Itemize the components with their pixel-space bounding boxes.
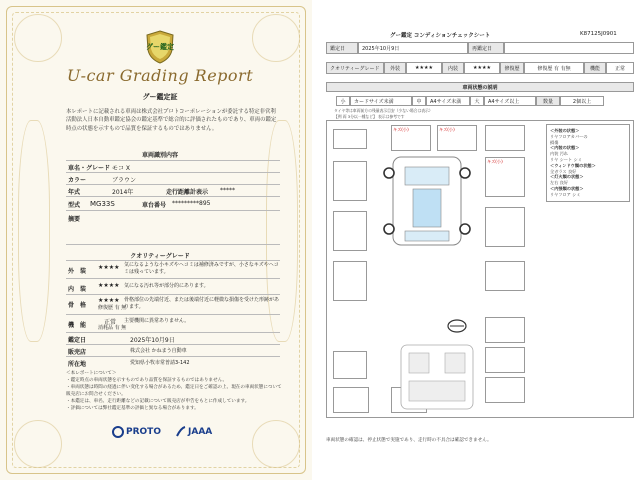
size-small-desc: カードサイズ未満 [350,96,412,106]
sheet-int-stars: ★★★★ [464,62,500,74]
year-label: 年式 [68,189,81,196]
notes [66,370,286,412]
sheet-title: グー鑑定 コンディションチェックシート [390,33,491,39]
exterior-text: 気になるような小キズやヘコミは補修済みですが、小さなキズやヘコミは残っています。 [124,262,279,275]
certificate-panel [0,0,312,480]
divider [66,314,280,315]
exterior-label: 外 装 [68,268,87,275]
interior-label: 内 装 [68,286,87,293]
car-interior-view [397,343,477,413]
note-3: ・本鑑定は、車名、走行距離などの記載について販売店が申告をもとに作成しています。 [66,399,250,404]
color-value: ブラウン [112,177,137,184]
divider [66,260,280,261]
intro-paragraph: 本レポートに記載される車両は株式会社プロトコーポレーションが委託する特定非営利活動法人日本自動車鑑定協会の鑑定基準で総合的に評価されたものであり、車両の鑑定時点の状態を示すもので品質を保証するものではありません。 [66,109,277,132]
size-large-desc: A4サイズ以上 [484,96,536,106]
legend-line: ＜内装の状態＞ [550,145,580,151]
divider [66,294,280,295]
name-label: 車名・グレード [68,165,111,172]
sheet-func-value: 正常 [606,62,634,74]
sheet-regrade-value [504,42,634,54]
damage-label: キズ(小) [439,127,455,132]
count-value: 2個以上 [560,96,604,106]
vin-value: *********895 [172,200,211,207]
diagram-cell [333,261,367,301]
diagram-cell [333,161,367,201]
name-value: モコ X [112,165,131,172]
remarks-label: 摘要 [68,216,81,223]
notes-heading: ＜本レポートについて＞ [66,371,117,376]
flourish-bottom-left [14,420,62,468]
date-label: 鑑定日 [68,337,87,344]
interior-text: 気になる汚れ等が部分的にあります。 [124,283,209,289]
flourish-bottom-right [252,420,300,468]
legend-line: ＜灯火類の状態＞ [550,174,584,180]
exterior-stars: ★★★★ [98,264,120,271]
sheet-quality-label: クオリティーグレード [326,62,384,74]
size-small: 小 [336,96,350,106]
diagram-cell [485,207,525,247]
diagram-cell [485,317,525,343]
proto-logo-text: PROTO [126,427,161,437]
sheet-frame-label: 修復歴 [500,62,524,74]
condition-legend [546,124,630,202]
legend-line: リヤ シート シミ [550,156,582,162]
flourish-left-side [18,120,50,342]
goo-shield-icon [146,30,174,64]
sheet-footer-note: 車両状態の確認は、停止状態で実施であり、走行時の不具合は確認できません。 [326,438,492,443]
divider [66,196,280,197]
size-mid-desc: A4サイズ未満 [426,96,470,106]
diagram-cell [485,377,525,403]
legend-line: 全ガラス 良好 [550,168,577,174]
mileage-label: 走行距離計表示 [166,189,209,196]
diagram-cell [333,211,367,251]
diagram-cell [485,125,525,151]
divider [66,184,280,185]
store-label: 販売店 [68,349,87,356]
flourish-top-right [252,14,300,62]
divider [66,160,280,161]
divider [66,278,280,279]
sheet-int-label: 内装 [442,62,464,74]
diagram-cell [333,129,367,149]
function-text: 主要機関に異常ありません。 [124,318,190,324]
note-2: ・車両状態は時間の経過に伴い変化する場合があるため、鑑定日をご確認の上、現在の車両状態について販売店にお問合せください。 [66,385,282,397]
legend-line: リヤフロアカバーの [550,133,588,139]
divider [66,344,280,345]
sheet-number: K87125J0901 [580,31,617,37]
identification-title: 車両識別内容 [141,152,178,159]
divider [66,244,280,245]
diagram-cell [485,347,525,373]
legend-line: ＜内張類の状態＞ [550,185,584,191]
size-large: 大 [470,96,484,106]
sheet-regrade-label: 再鑑定日 [468,42,504,54]
diagram-cell [333,387,369,413]
divider [66,356,280,357]
proto-logo-icon [112,426,124,438]
legend-line: 内装 汚れ [550,151,569,157]
count-label: 数量 [536,96,560,106]
interior-stars: ★★★★ [98,282,120,289]
mileage-value: ***** [220,187,235,194]
mark-note: 【例 両 3分以一種など】 表示は参考です [334,114,405,119]
legend-line: 損傷 [550,139,559,145]
svg-text:グー鑑定: グー鑑定 [146,43,174,51]
legend-line: リヤフロア シミ [550,191,581,197]
date-value: 2025年10月9日 [130,337,175,344]
sheet-frame-value: 修復歴 有 有無 [524,62,584,74]
legend-line: 左右 良好 [550,180,569,186]
legend-line: ＜ウィンドウ類の状態＞ [550,162,596,168]
frame-text: 骨格部位の先端付近、または後端付近に軽微な損傷を受けた形跡があります。 [124,297,280,310]
function-sub: 消耗品 有 無 [98,325,127,331]
diagram-cell [485,261,525,291]
jaaa-logo-text: JAAA [188,427,213,437]
size-mid: 中 [412,96,426,106]
divider [66,210,280,211]
frame-sub: 修復歴 有 無 [98,305,127,311]
flourish-top-left [14,14,62,62]
diagram-cell [333,351,367,379]
model-value: MG33S [90,200,115,208]
report-subtitle: グー鑑定証 [142,93,178,101]
function-value: 正常 [104,319,117,326]
jaaa-logo-icon [176,426,186,438]
damage-label: キズ(小) [393,127,409,132]
address-value: 愛知県小牧市常普請3-142 [130,360,190,366]
legend-title: ＜外装の状態＞ [550,128,580,133]
sheet-func-label: 機能 [584,62,606,74]
sheet-ext-stars: ★★★★ [406,62,442,74]
note-1: ・鑑定時点の車両状態を示すものであり品質を保証するものではありません。 [66,378,228,383]
state-title: 車両状態の説明 [326,82,634,92]
damage-label: キズ(小) [487,159,503,164]
sheet-ext-label: 外装 [384,62,406,74]
steering-wheel-icon [447,319,467,333]
frame-label: 骨 格 [68,302,87,309]
note-4: ・評価については弊社鑑定基準の評価と異なる場合があります。 [66,406,199,411]
sheet-date-label: 鑑定日 [326,42,358,54]
vin-label: 車台番号 [142,202,167,209]
function-label: 機 能 [68,322,87,329]
address-label: 所在地 [68,361,87,368]
quality-grade-title: クオリティーグレード [130,253,190,260]
report-title: U-car Grading Report [66,66,254,85]
tire-note: タイヤ等は車両前方の残量表示目安（少ない場合は表示） [334,108,433,113]
car-top-view [375,151,479,251]
store-value: 株式会社 かねまう自動車 [130,348,187,354]
sheet-date-value: 2025年10月9日 [358,42,468,54]
color-label: カラー [68,177,87,184]
year-value: 2014年 [112,189,134,196]
divider [66,332,280,333]
divider [66,172,280,173]
model-label: 型式 [68,202,81,209]
frame-stars: ★★★★ [98,297,120,304]
